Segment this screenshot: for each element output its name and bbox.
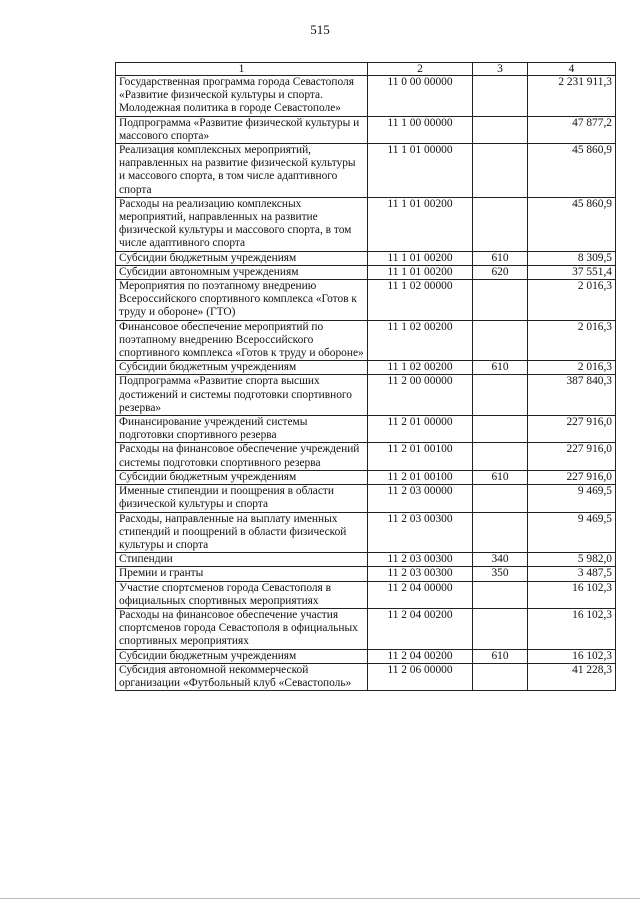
column-header-name: 1	[116, 63, 368, 76]
row-type-cell: 610	[473, 361, 528, 375]
row-code-cell: 11 2 06 00000	[368, 663, 473, 690]
row-type-cell	[473, 663, 528, 690]
row-type-cell	[473, 76, 528, 117]
row-name-cell: Подпрограмма «Развитие спорта высших достижений и системы подготовки спортивного резерва»	[116, 375, 368, 416]
row-amount-cell: 9 469,5	[528, 485, 616, 512]
row-type-cell	[473, 116, 528, 143]
row-type-cell: 610	[473, 470, 528, 484]
table-body	[116, 76, 616, 691]
row-amount-cell: 2 016,3	[528, 320, 616, 361]
row-name-cell: Субсидии автономным учреждениям	[116, 265, 368, 279]
column-header-amount: 4	[528, 63, 616, 76]
row-name-cell: Государственная программа города Севастополя «Развитие физической культуры и спорта. Молодежная политика в городе Севастополе»	[116, 76, 368, 117]
row-type-cell	[473, 144, 528, 198]
row-code-cell: 11 2 03 00300	[368, 553, 473, 567]
table-row	[116, 197, 616, 251]
row-code-cell: 11 1 01 00200	[368, 197, 473, 251]
row-amount-cell: 41 228,3	[528, 663, 616, 690]
row-amount-cell: 45 860,9	[528, 144, 616, 198]
row-name-cell: Субсидии бюджетным учреждениям	[116, 470, 368, 484]
row-amount-cell: 47 877,2	[528, 116, 616, 143]
budget-table	[115, 62, 616, 691]
row-name-cell: Субсидия автономной некоммерческой организации «Футбольный клуб «Севастополь»	[116, 663, 368, 690]
row-code-cell: 11 0 00 00000	[368, 76, 473, 117]
row-code-cell: 11 1 02 00200	[368, 320, 473, 361]
row-type-cell: 610	[473, 649, 528, 663]
table-row	[116, 581, 616, 608]
row-type-cell	[473, 485, 528, 512]
row-name-cell: Премии и гранты	[116, 567, 368, 581]
row-type-cell: 610	[473, 251, 528, 265]
row-name-cell: Финансирование учреждений системы подготовки спортивного резерва	[116, 416, 368, 443]
row-name-cell: Участие спортсменов города Севастополя в официальных спортивных мероприятиях	[116, 581, 368, 608]
row-code-cell: 11 1 00 00000	[368, 116, 473, 143]
row-amount-cell: 2 016,3	[528, 361, 616, 375]
row-type-cell: 620	[473, 265, 528, 279]
row-code-cell: 11 2 01 00000	[368, 416, 473, 443]
row-type-cell	[473, 443, 528, 470]
table-row	[116, 485, 616, 512]
table-row	[116, 375, 616, 416]
table-row	[116, 416, 616, 443]
bottom-edge-mark	[0, 898, 640, 899]
row-amount-cell: 3 487,5	[528, 567, 616, 581]
row-code-cell: 11 1 01 00200	[368, 265, 473, 279]
row-amount-cell: 227 916,0	[528, 470, 616, 484]
row-amount-cell: 8 309,5	[528, 251, 616, 265]
row-amount-cell: 16 102,3	[528, 581, 616, 608]
table-row	[116, 512, 616, 553]
row-name-cell: Мероприятия по поэтапному внедрению Всероссийского спортивного комплекса «Готов к труду и обороне» (ГТО)	[116, 280, 368, 321]
row-name-cell: Субсидии бюджетным учреждениям	[116, 251, 368, 265]
row-code-cell: 11 1 02 00000	[368, 280, 473, 321]
row-code-cell: 11 2 01 00100	[368, 443, 473, 470]
row-code-cell: 11 2 03 00300	[368, 512, 473, 553]
table-row	[116, 567, 616, 581]
row-name-cell: Субсидии бюджетным учреждениям	[116, 649, 368, 663]
row-type-cell	[473, 416, 528, 443]
row-code-cell: 11 2 04 00200	[368, 608, 473, 649]
row-type-cell: 340	[473, 553, 528, 567]
row-amount-cell: 16 102,3	[528, 608, 616, 649]
table-row	[116, 663, 616, 690]
row-code-cell: 11 2 04 00200	[368, 649, 473, 663]
row-type-cell	[473, 320, 528, 361]
row-type-cell	[473, 512, 528, 553]
row-name-cell: Именные стипендии и поощрения в области физической культуры и спорта	[116, 485, 368, 512]
row-amount-cell: 5 982,0	[528, 553, 616, 567]
table-row	[116, 443, 616, 470]
row-amount-cell: 2 231 911,3	[528, 76, 616, 117]
row-amount-cell: 2 016,3	[528, 280, 616, 321]
row-name-cell: Расходы на финансовое обеспечение участия спортсменов города Севастополя в официальных спортивных мероприятиях	[116, 608, 368, 649]
page-number: 515	[310, 22, 330, 37]
table-row	[116, 265, 616, 279]
row-code-cell: 11 1 01 00200	[368, 251, 473, 265]
row-code-cell: 11 2 03 00300	[368, 567, 473, 581]
row-type-cell: 350	[473, 567, 528, 581]
row-name-cell: Расходы на реализацию комплексных мероприятий, направленных на развитие физической культуры и массового спорта, в том числе адаптивного спорта	[116, 197, 368, 251]
table-row	[116, 251, 616, 265]
table-row	[116, 649, 616, 663]
table-row	[116, 116, 616, 143]
row-code-cell: 11 1 02 00200	[368, 361, 473, 375]
row-type-cell	[473, 280, 528, 321]
row-amount-cell: 9 469,5	[528, 512, 616, 553]
table-row	[116, 76, 616, 117]
table-row	[116, 361, 616, 375]
row-name-cell: Подпрограмма «Развитие физической культуры и массового спорта»	[116, 116, 368, 143]
row-code-cell: 11 2 03 00000	[368, 485, 473, 512]
table-row	[116, 144, 616, 198]
row-name-cell: Субсидии бюджетным учреждениям	[116, 361, 368, 375]
row-amount-cell: 227 916,0	[528, 443, 616, 470]
row-type-cell	[473, 608, 528, 649]
row-name-cell: Расходы, направленные на выплату именных стипендий и поощрений в области физической культуры и спорта	[116, 512, 368, 553]
table-row	[116, 553, 616, 567]
column-header-type: 3	[473, 63, 528, 76]
row-amount-cell: 45 860,9	[528, 197, 616, 251]
row-code-cell: 11 2 04 00000	[368, 581, 473, 608]
row-code-cell: 11 1 01 00000	[368, 144, 473, 198]
row-type-cell	[473, 197, 528, 251]
row-name-cell: Расходы на финансовое обеспечение учреждений системы подготовки спортивного резерва	[116, 443, 368, 470]
table-row	[116, 470, 616, 484]
row-amount-cell: 37 551,4	[528, 265, 616, 279]
row-type-cell	[473, 375, 528, 416]
row-amount-cell: 387 840,3	[528, 375, 616, 416]
row-type-cell	[473, 581, 528, 608]
row-name-cell: Стипендии	[116, 553, 368, 567]
table-row	[116, 280, 616, 321]
row-code-cell: 11 2 01 00100	[368, 470, 473, 484]
table-header-row	[116, 63, 616, 76]
table-row	[116, 320, 616, 361]
row-amount-cell: 16 102,3	[528, 649, 616, 663]
column-header-code: 2	[368, 63, 473, 76]
table-row	[116, 608, 616, 649]
row-name-cell: Реализация комплексных мероприятий, направленных на развитие физической культуры и массового спорта, в том числе адаптивного спорта	[116, 144, 368, 198]
row-code-cell: 11 2 00 00000	[368, 375, 473, 416]
row-amount-cell: 227 916,0	[528, 416, 616, 443]
row-name-cell: Финансовое обеспечение мероприятий по поэтапному внедрению Всероссийского спортивного комплекса «Готов к труду и обороне»	[116, 320, 368, 361]
